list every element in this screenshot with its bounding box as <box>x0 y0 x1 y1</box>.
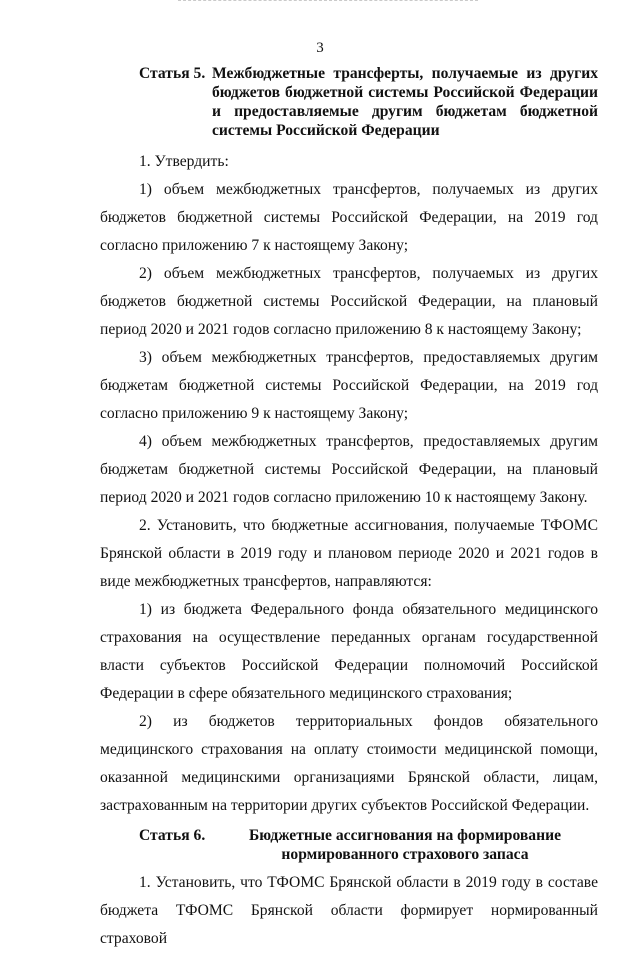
page-number: 3 <box>316 40 324 56</box>
article-5-number: Статья 5. <box>139 65 206 82</box>
paragraph: 2) из бюджетов территориальных фондов обязательного медицинского страхования на оплату стоимости медицинской помощи, оказанной медицинскими организациями Брянской области, лицам, застрахованным на территории других субъектов Российской Федерации. <box>100 713 598 814</box>
paragraph: 1) объем межбюджетных трансфертов, получаемых из других бюджетов бюджетной системы Российской Федерации, на 2019 год согласно приложению 7 к настоящему Закону; <box>100 181 598 254</box>
paragraph: 4) объем межбюджетных трансфертов, предоставляемых другим бюджетам бюджетной системы Российской Федерации, на плановый период 2020 и 2021 годов согласно приложению 10 к настоящему Закону. <box>100 433 598 506</box>
paragraph: 1. Установить, что ТФОМС Брянской области в 2019 году в составе бюджета ТФОМС Брянской области формирует нормированный страховой <box>100 874 598 947</box>
paragraph: 2. Установить, что бюджетные ассигнования, получаемые ТФОМС Брянской области в 2019 году и плановом периоде 2020 и 2021 годов в виде межбюджетных трансфертов, направляются: <box>100 517 598 590</box>
article-6-number: Статья 6. <box>139 827 206 844</box>
document-body <box>100 64 598 953</box>
article-6-heading <box>100 826 598 864</box>
paragraph: 2) объем межбюджетных трансфертов, получаемых из других бюджетов бюджетной системы Российской Федерации, на плановый период 2020 и 2021 годов согласно приложению 8 к настоящему Закону; <box>100 265 598 338</box>
article-5-heading <box>100 64 598 140</box>
article-6-title: Бюджетные ассигнования на формирование нормированного страхового запаса <box>248 827 561 863</box>
scan-artifact <box>178 0 478 4</box>
paragraph: 1. Утвердить: <box>139 153 229 170</box>
article-5-title: Межбюджетные трансферты, получаемые из других бюджетов бюджетной системы Российской Федерации и предоставляемые другим бюджетам бюджетной системы Российской Федерации <box>212 65 598 139</box>
paragraph: 3) объем межбюджетных трансфертов, предоставляемых другим бюджетам бюджетной системы Российской Федерации, на 2019 год согласно приложению 9 к настоящему Закону; <box>100 349 598 422</box>
paragraph: 1) из бюджета Федерального фонда обязательного медицинского страхования на осуществление переданных органам государственной власти субъектов Российской Федерации полномочий Российской Федерации в сфере обязательного медицинского страхования; <box>100 601 598 702</box>
